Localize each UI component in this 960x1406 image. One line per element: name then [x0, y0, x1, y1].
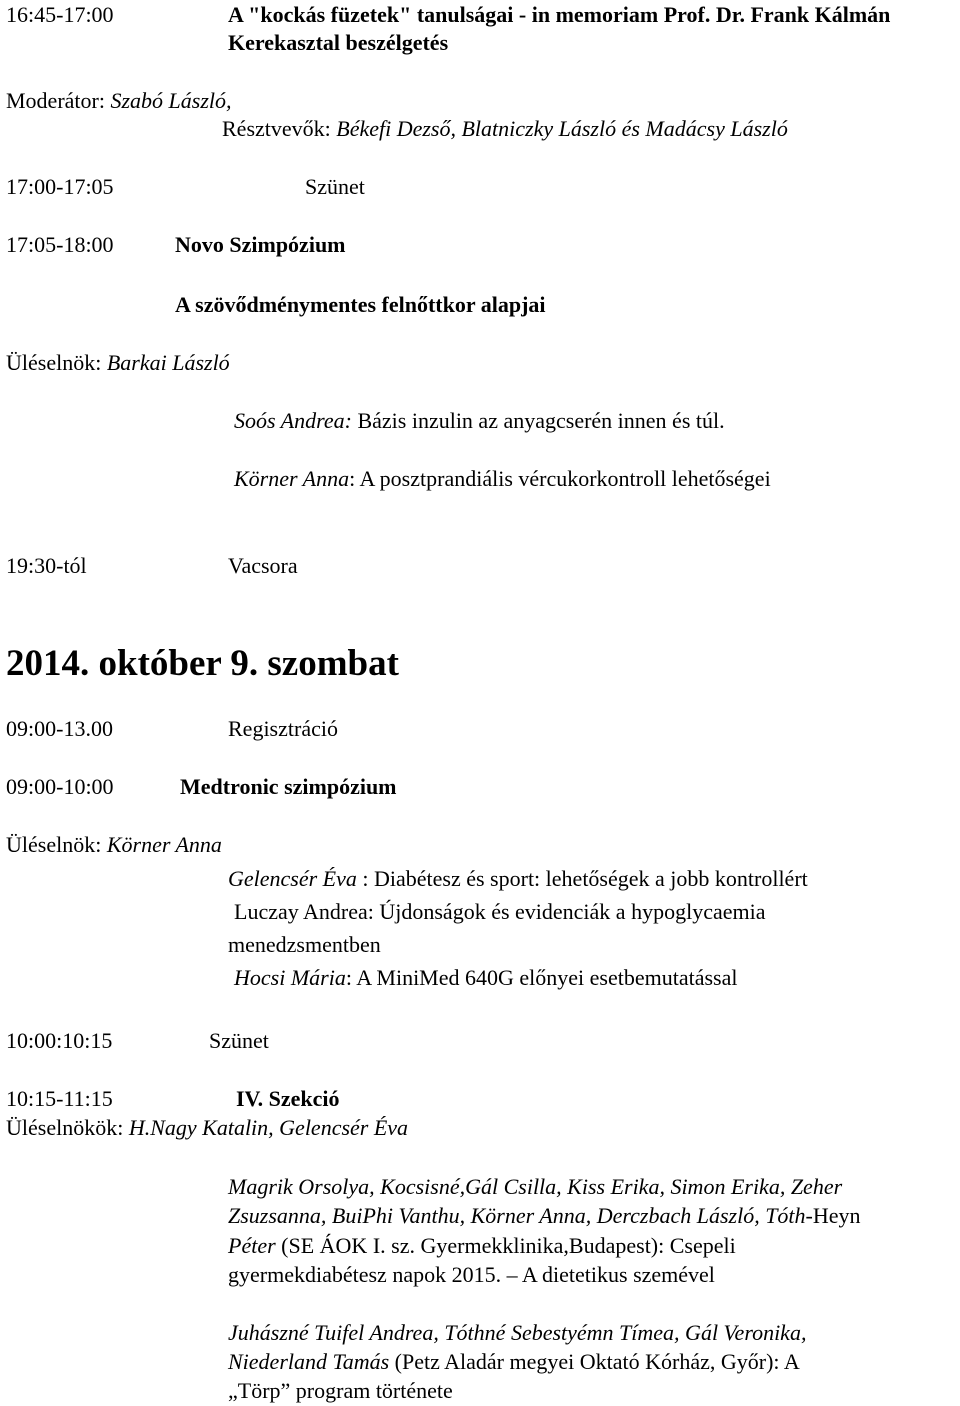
- talk-title-continued: menedzsmentben: [228, 932, 381, 957]
- presentation-line: [228, 1351, 800, 1373]
- authors-text: Zsuzsanna, BuiPhi Vanthu, Körner Anna, Derczbach László, Tóth-: [228, 1203, 813, 1228]
- session-time: 10:00:10:15: [6, 1028, 113, 1053]
- talk-title: : Diabétesz és sport: lehetőségek a jobb kontrollért: [356, 866, 808, 891]
- session-time: 09:00-10:00: [6, 774, 114, 799]
- session-time: 10:15-11:15: [6, 1086, 113, 1111]
- participants-line: [222, 118, 788, 140]
- talk-title: Bázis inzulin az anyagcserén innen és túl.: [357, 408, 725, 433]
- session-title: Regisztráció: [228, 716, 338, 741]
- talk-speaker: Luczay Andrea:: [234, 899, 374, 924]
- talk-line: [228, 868, 808, 890]
- chair-name: Körner Anna: [106, 832, 222, 857]
- authors-text: Heyn: [812, 1203, 861, 1228]
- session-title: IV. Szekció: [236, 1086, 340, 1111]
- talk-speaker: Hocsi Mária: [234, 965, 346, 990]
- participants-names: Békefi Dezső, Blatniczky László és Madácsy László: [336, 116, 788, 141]
- presentation-title: gyermekdiabétesz napok 2015. – A dietetikus szemével: [228, 1262, 715, 1287]
- talk-line: [234, 410, 725, 432]
- session-time: 19:30-tól: [6, 553, 87, 578]
- chair-label: Üléselnök:: [6, 832, 102, 857]
- session-time: 09:00-13.00: [6, 716, 113, 741]
- session-subtitle: Kerekasztal beszélgetés: [228, 30, 449, 55]
- affiliation-title: (Petz Aladár megyei Oktató Kórház, Győr): A: [389, 1349, 800, 1374]
- chair-label: Üléselnök:: [6, 350, 102, 375]
- day-heading: 2014. október 9. szombat: [6, 643, 399, 684]
- presentation-authors: [228, 1205, 861, 1227]
- moderator-line: [6, 90, 232, 112]
- talk-title: Újdonságok és evidenciák a hypoglycaemia: [373, 899, 766, 924]
- participants-label: Résztvevők:: [222, 116, 331, 141]
- talk-line: [234, 967, 738, 989]
- session-time: 17:05-18:00: [6, 232, 114, 257]
- session-time: 17:00-17:05: [6, 174, 114, 199]
- moderator-name: Szabó László,: [110, 88, 232, 113]
- talk-title: : A posztprandiális vércukorkontroll lehetőségei: [349, 466, 771, 491]
- authors-text: Péter: [228, 1233, 276, 1258]
- session-title: Novo Szimpózium: [175, 232, 346, 257]
- session-title: Medtronic szimpózium: [180, 774, 397, 799]
- session-title: Vacsora: [228, 553, 298, 578]
- chairs-names: H.Nagy Katalin, Gelencsér Éva: [128, 1115, 409, 1140]
- talk-speaker: Körner Anna: [234, 466, 350, 491]
- session-title: A "kockás füzetek" tanulságai - in memoriam Prof. Dr. Frank Kálmán: [228, 2, 891, 27]
- talk-line: [234, 901, 765, 923]
- presentation-authors: Juhászné Tuifel Andrea, Tóthné Sebestyémn Tímea, Gál Veronika,: [228, 1320, 807, 1345]
- chair-line: [6, 834, 222, 856]
- talk-speaker: Gelencsér Éva: [228, 866, 357, 891]
- talk-line: [234, 468, 771, 490]
- presentation-authors: Magrik Orsolya, Kocsisné,Gál Csilla, Kiss Erika, Simon Erika, Zeher: [228, 1174, 843, 1199]
- authors-text: Niederland Tamás: [228, 1349, 390, 1374]
- chairs-label: Üléselnökök:: [6, 1115, 124, 1140]
- talk-title: : A MiniMed 640G előnyei esetbemutatással: [345, 965, 738, 990]
- session-subtitle: A szövődménymentes felnőttkor alapjai: [175, 292, 546, 317]
- chairs-line: [6, 1117, 408, 1139]
- moderator-label: Moderátor:: [6, 88, 105, 113]
- chair-name: Barkai László: [106, 350, 230, 375]
- session-title: Szünet: [305, 174, 365, 199]
- session-time: 16:45-17:00: [6, 2, 114, 27]
- affiliation-title: (SE ÁOK I. sz. Gyermekklinika,Budapest): Csepeli: [275, 1233, 736, 1258]
- session-title: Szünet: [209, 1028, 269, 1053]
- presentation-title: „Törp” program története: [228, 1378, 453, 1403]
- presentation-line: [228, 1235, 736, 1257]
- chair-line: [6, 352, 230, 374]
- talk-speaker: Soós Andrea:: [234, 408, 352, 433]
